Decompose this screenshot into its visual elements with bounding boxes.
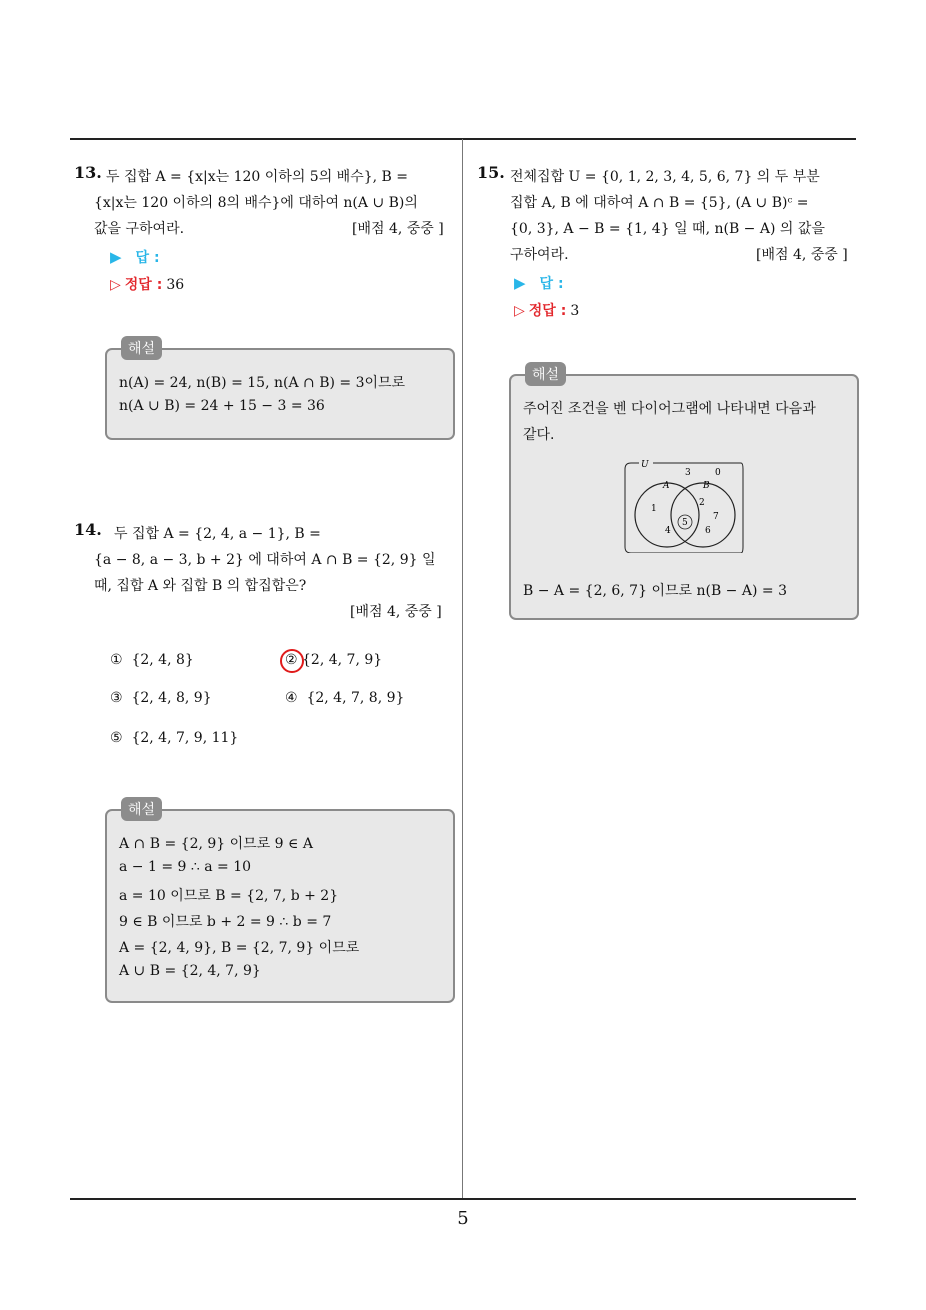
element: 2 xyxy=(699,498,705,508)
answer-mark-circle xyxy=(280,649,304,673)
answer-row xyxy=(110,247,160,267)
score-label: [배점 4, 중중 ] xyxy=(756,247,848,263)
element: 6 xyxy=(705,526,711,536)
correct-answer-label: 정답 : xyxy=(528,303,567,319)
universe-label: U xyxy=(641,460,649,470)
solution-line: 같다. xyxy=(523,427,555,443)
question-text-line: 전체집합 U = {0, 1, 2, 3, 4, 5, 6, 7} 의 두 부분 xyxy=(510,169,820,185)
play-triangle-icon: ▶ xyxy=(110,248,122,266)
solution-box xyxy=(105,341,455,440)
choice-5[interactable] xyxy=(110,730,238,746)
element: 3 xyxy=(685,468,691,478)
question-text-line: 구하여라. xyxy=(510,247,569,263)
element: 4 xyxy=(665,526,671,536)
choice-text: {2, 4, 7, 9, 11} xyxy=(131,730,239,746)
score-label: [배점 4, 중중 ] xyxy=(352,221,444,237)
solution-line: a = 10 이므로 B = {2, 7, b + 2} xyxy=(119,888,339,904)
correct-answer-value: 3 xyxy=(570,303,580,319)
choice-1[interactable] xyxy=(110,652,194,668)
question-number: 13. xyxy=(74,163,102,182)
question-text-line: 집합 A, B 에 대하여 A ∩ B = {5}, (A ∪ B)ᶜ = xyxy=(510,195,809,211)
element: 1 xyxy=(651,504,657,514)
solution-line: 9 ∈ B 이므로 b + 2 = 9 ∴ b = 7 xyxy=(119,914,332,930)
solution-line: n(A ∪ B) = 24 + 15 − 3 = 36 xyxy=(119,398,325,414)
solution-tag: 해설 xyxy=(121,797,162,821)
solution-line: n(A) = 24, n(B) = 15, n(A ∩ B) = 3이므로 xyxy=(119,375,406,391)
top-rule xyxy=(70,138,856,140)
outline-triangle-icon: ▷ xyxy=(514,303,525,319)
choice-number: ③ xyxy=(110,690,123,706)
choice-number: ② xyxy=(285,652,298,668)
question-text-line: 두 집합 A = {x|x는 120 이하의 5의 배수}, B = xyxy=(106,169,409,185)
solution-line: A = {2, 4, 9}, B = {2, 7, 9} 이므로 xyxy=(119,940,360,956)
set-b-circle xyxy=(671,483,735,547)
solution-line: 주어진 조건을 벤 다이어그램에 나타내면 다음과 xyxy=(523,401,816,417)
question-text-line: 값을 구하여라. xyxy=(94,221,185,237)
correct-answer-row xyxy=(110,274,184,294)
page-number: 5 xyxy=(457,1208,469,1229)
answer-label: 답 : xyxy=(539,276,564,292)
element: 7 xyxy=(713,512,719,522)
question-text-line: 때, 집합 A 와 집합 B 의 합집합은? xyxy=(94,578,307,594)
choice-3[interactable] xyxy=(110,690,212,706)
choice-number: ① xyxy=(110,652,123,668)
correct-answer-row xyxy=(514,300,579,320)
choice-4[interactable] xyxy=(285,690,404,706)
element: 5 xyxy=(682,518,688,528)
choice-text: {2, 4, 8, 9} xyxy=(131,690,212,706)
question-text-line: {a − 8, a − 3, b + 2} 에 대하여 A ∩ B = {2, 9} 일 xyxy=(94,552,436,568)
correct-answer-label: 정답 : xyxy=(124,277,163,293)
choice-text: {2, 4, 7, 8, 9} xyxy=(306,690,405,706)
solution-line: A ∩ B = {2, 9} 이므로 9 ∈ A xyxy=(119,836,313,852)
play-triangle-icon: ▶ xyxy=(514,274,526,292)
solution-line: a − 1 = 9 ∴ a = 10 xyxy=(119,859,252,875)
question-text-line: 두 집합 A = {2, 4, a − 1}, B = xyxy=(114,526,321,542)
score-label: [배점 4, 중중 ] xyxy=(350,604,442,620)
answer-label: 답 : xyxy=(135,250,160,266)
element: 0 xyxy=(715,468,721,478)
bottom-rule xyxy=(70,1198,856,1200)
question-number: 14. xyxy=(74,520,102,539)
solution-line: A ∪ B = {2, 4, 7, 9} xyxy=(119,963,261,979)
answer-row xyxy=(514,273,564,293)
solution-box xyxy=(105,802,455,1003)
correct-answer-value: 36 xyxy=(166,277,185,293)
question-number: 15. xyxy=(477,163,505,182)
solution-tag: 해설 xyxy=(525,362,566,386)
set-a-circle xyxy=(635,483,699,547)
choice-text: {2, 4, 7, 9} xyxy=(302,652,383,668)
column-divider xyxy=(462,139,463,1199)
question-text-line: {x|x는 120 이하의 8의 배수}에 대하여 n(A ∪ B)의 xyxy=(94,195,418,211)
solution-tag: 해설 xyxy=(121,336,162,360)
venn-diagram xyxy=(623,459,745,553)
choice-number: ⑤ xyxy=(110,730,123,746)
solution-line: B − A = {2, 6, 7} 이므로 n(B − A) = 3 xyxy=(523,583,787,599)
outline-triangle-icon: ▷ xyxy=(110,277,121,293)
question-text-line: {0, 3}, A − B = {1, 4} 일 때, n(B − A) 의 값을 xyxy=(510,221,825,237)
solution-box xyxy=(509,367,859,620)
choice-text: {2, 4, 8} xyxy=(131,652,194,668)
choice-number: ④ xyxy=(285,690,298,706)
set-a-label: A xyxy=(663,481,670,491)
set-b-label: B xyxy=(703,481,710,491)
